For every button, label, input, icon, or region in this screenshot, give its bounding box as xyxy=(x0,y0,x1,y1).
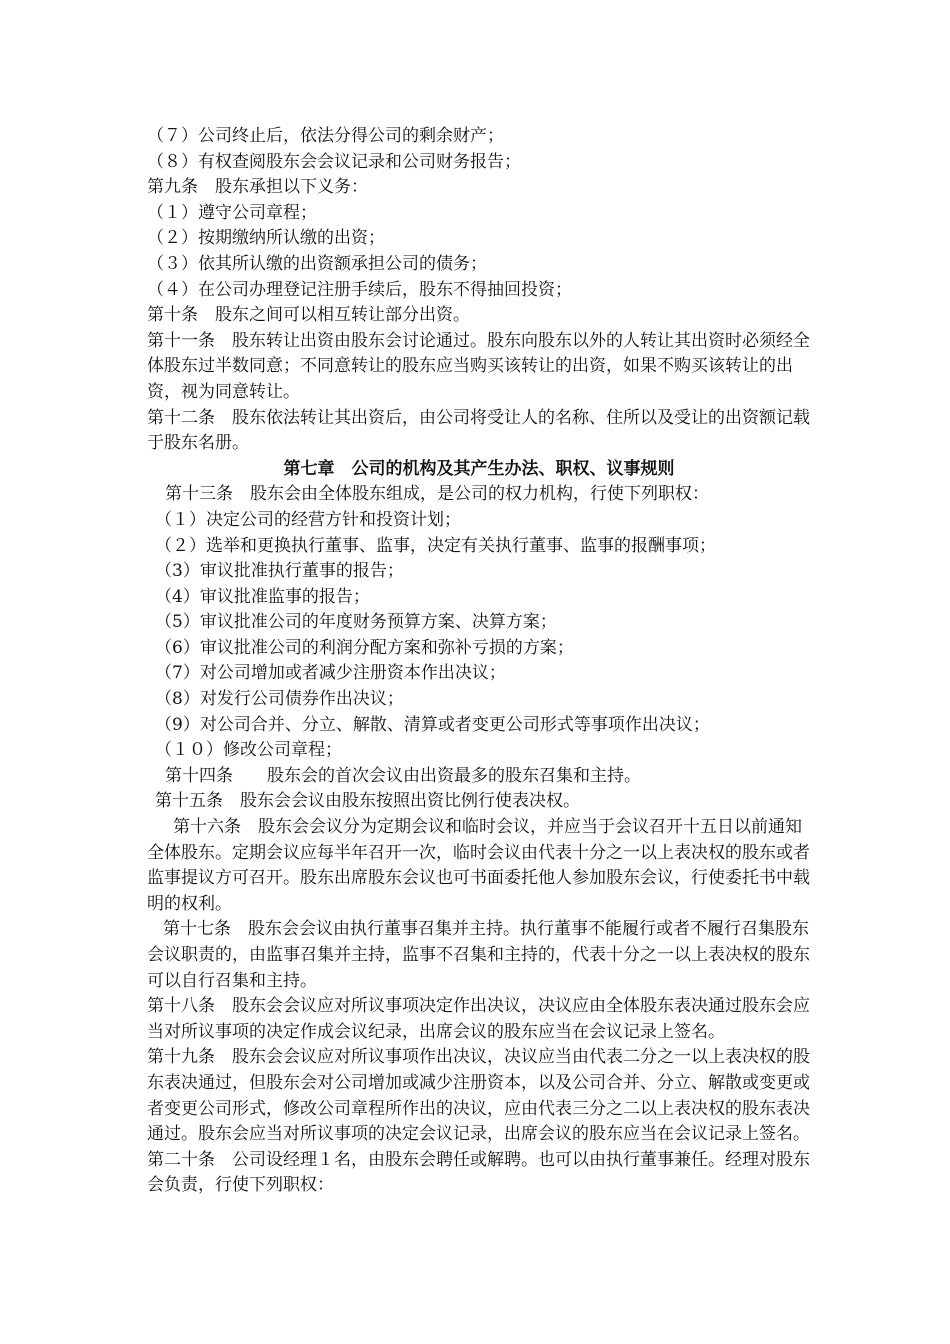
article-12: 第十二条 股东依法转让其出资后，由公司将受让人的名称、住所以及受让的出资额记载于股东名册。 xyxy=(147,407,810,454)
article-19: 第十九条 股东会会议应对所议事项作出决议，决议应当由代表二分之一以上表决权的股东表决通过，但股东会对公司增加或减少注册资本，以及公司合并、分立、解散或变更或者变更公司形式，修改公司章程所作出的决议，应由代表三分之二以上表决权的股东表决通过。股东会应当对所议事项的决定会议记录，出席会议的股东应当在会议记录上签名。 xyxy=(147,1047,810,1145)
clause-item: （１）遵守公司章程； xyxy=(147,202,317,223)
article-11: 第十一条 股东转让出资由股东会讨论通过。股东向股东以外的人转让其出资时必须经全体股东过半数同意；不同意转让的股东应当购买该转让的出资，如果不购买该转让的出资，视为同意转让。 xyxy=(147,330,810,402)
article-10: 第十条 股东之间可以相互转让部分出资。 xyxy=(147,305,470,326)
clause-item: （１０）修改公司章程； xyxy=(155,740,342,761)
clause-item: （6）审议批准公司的利润分配方案和弥补亏损的方案； xyxy=(155,637,574,658)
clause-item: （8）对发行公司债券作出决议； xyxy=(155,689,404,710)
article-16: 第十六条 股东会会议分为定期会议和临时会议，并应当于会议召开十五日以前通知全体股东。定期会议应每半年召开一次，临时会议由代表十分之一以上表决权的股东或者监事提议方可召开。股东出席股东会议也可书面委托他人参加股东会议，行使委托书中载明的权利。 xyxy=(147,817,810,914)
article-18: 第十八条 股东会会议应对所议事项决定作出决议，决议应由全体股东表决通过股东会应当对所议事项的决定作成会议纪录，出席会议的股东应当在会议记录上签名。 xyxy=(147,996,810,1042)
article-20: 第二十条 公司设经理１名，由股东会聘任或解聘。也可以由执行董事兼任。经理对股东会负责，行使下列职权： xyxy=(147,1149,810,1196)
clause-item: （4）审议批准监事的报告； xyxy=(155,586,370,607)
clause-item: （3）审议批准执行董事的报告； xyxy=(155,561,404,582)
clause-item: （７）公司终止后，依法分得公司的剩余财产； xyxy=(147,126,504,146)
clause-item: （８）有权查阅股东会会议记录和公司财务报告； xyxy=(147,151,521,172)
clause-item: （２）选举和更换执行董事、监事，决定有关执行董事、监事的报酬事项； xyxy=(155,535,716,556)
article-17: 第十七条 股东会会议由执行董事召集并主持。执行董事不能履行或者不履行召集股东会议职责的，由监事召集并主持，监事不召集和主持的，代表十分之一以上表决权的股东可以自行召集和主持。 xyxy=(147,919,810,991)
article-14: 第十四条 股东会的首次会议由出资最多的股东召集和主持。 xyxy=(165,765,641,786)
article-13: 第十三条 股东会由全体股东组成，是公司的权力机构，行使下列职权： xyxy=(165,484,709,505)
clause-item: （２）按期缴纳所认缴的出资； xyxy=(147,228,385,249)
document-body xyxy=(147,124,811,1199)
chapter-heading: 第七章 公司的机构及其产生办法、职权、议事规则 xyxy=(283,458,675,479)
clause-item: （３）依其所认缴的出资额承担公司的债务； xyxy=(147,253,487,274)
article-9: 第九条 股东承担以下义务： xyxy=(147,177,368,198)
clause-item: （5）审议批准公司的年度财务预算方案、决算方案； xyxy=(155,612,557,633)
clause-item: （１）决定公司的经营方针和投资计划； xyxy=(155,509,461,530)
clause-item: （9）对公司合并、分立、解散、清算或者变更公司形式等事项作出决议； xyxy=(155,714,710,735)
clause-item: （４）在公司办理登记注册手续后，股东不得抽回投资； xyxy=(147,279,572,300)
article-15: 第十五条 股东会会议由股东按照出资比例行使表决权。 xyxy=(155,791,580,812)
clause-item: （7）对公司增加或者减少注册资本作出决议； xyxy=(155,663,506,684)
